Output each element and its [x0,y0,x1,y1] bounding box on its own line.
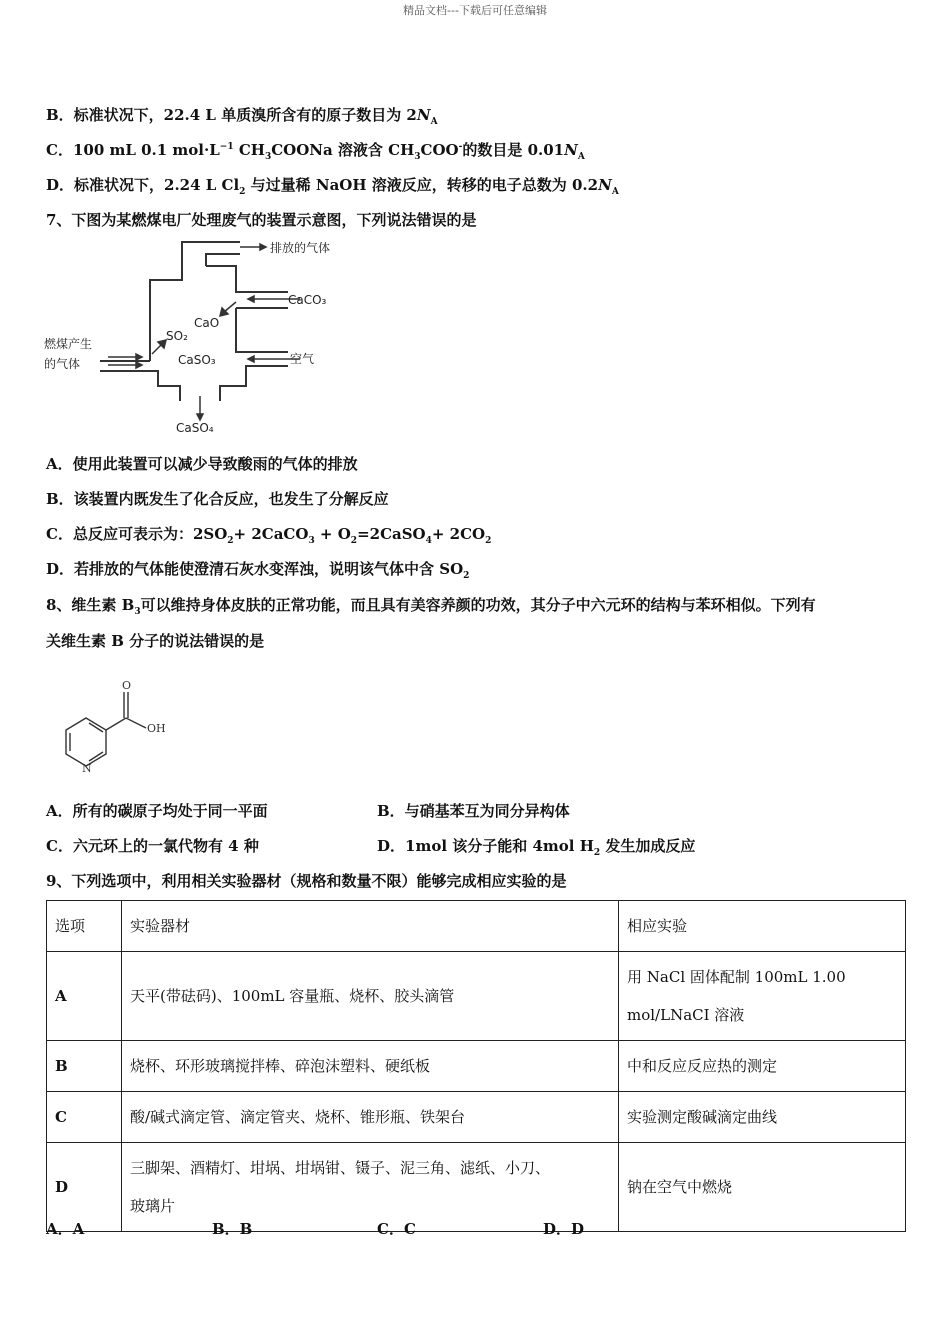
q6-option-d: D．标准状况下，2.24 L $Cl_2$ 与过量稀 NaOH 溶液反应，转移的电子总数为 $0.2N_A$ [46,176,619,197]
table-header-row [47,901,906,952]
q9-answer-a: A．A [46,1220,85,1238]
header-tools: 实验器材 [122,901,619,952]
header-option: 选项 [47,901,122,952]
label-exhaust: 排放的气体 [270,241,331,255]
page-header: 精品文档---下载后可任意编辑 [403,4,547,17]
q8-option-c: C．六元环上的一氯代物有 4 种 [46,837,259,855]
label-so2: SO₂ [166,329,188,343]
q7-option-c: C．总反应可表示为：$2SO_2+$ 2CaCO$_3$ + $O_2=2CaSO_4+ 2CO_2$ [46,525,492,546]
experiment-table [46,900,906,1232]
label-coal-gas-1: 燃煤产生 [44,337,93,351]
label-caco3: CaCO₃ [288,293,327,307]
q7-option-d: D．若排放的气体能使澄清石灰水变浑浊，说明该气体中含 $SO_2$ [46,560,470,581]
label-cao: CaO [194,316,220,330]
label-air: 空气 [290,352,315,366]
label-coal-gas-2: 的气体 [44,357,81,371]
row-experiment: 中和反应反应热的测定 [619,1041,906,1092]
row-experiment: 用 NaCl 固体配制 100mL 1.00 mol/LNaCI 溶液 [619,952,906,1041]
q9-answer-b: B．B [212,1220,253,1238]
q8-option-d: D．1mol 该分子能和 4mol $H_2$ 发生加成反应 [377,837,696,858]
q7-option-b: B．该装置内既发生了化合反应，也发生了分解反应 [46,490,389,508]
row-experiment: 实验测定酸碱滴定曲线 [619,1092,906,1143]
q6-option-b: B．标准状况下，22.4 L 单质溴所含有的原子数目为 $2N_A$ [46,106,438,127]
mol-nitrogen: N [82,762,92,775]
q8-option-b: B．与硝基苯互为同分异构体 [377,802,570,820]
row-option: B [47,1041,122,1092]
mol-hydroxyl: OH [147,722,166,735]
row-tools: 烧杯、环形玻璃搅拌棒、碎泡沫塑料、硬纸板 [122,1041,619,1092]
q9-answer-c: C．C [377,1220,416,1238]
label-caso3: CaSO₃ [178,353,216,367]
row-option: C [47,1092,122,1143]
q8-stem-line2: 关维生素 B 分子的说法错误的是 [46,632,265,650]
row-option: A [47,952,122,1041]
label-caso4: CaSO₄ [176,421,214,435]
q6-option-c: C．100 mL 0.1 $mol\cdot L^{-1}$ $CH_3COONa$ 溶液含 $CH_3COO^-$的数目是 $0.01N_A$ [46,141,585,162]
q9-stem: 9、下列选项中，利用相关实验器材（规格和数量不限）能够完成相应实验的是 [46,872,567,890]
q9-answer-d: D．D [543,1220,585,1238]
table-row [47,952,906,1041]
row-option: D [47,1143,122,1232]
table-row [47,1041,906,1092]
table-row [47,1092,906,1143]
q7-option-a: A．使用此装置可以减少导致酸雨的气体的排放 [46,455,358,473]
row-tools: 天平(带砝码)、100mL 容量瓶、烧杯、胶头滴管 [122,952,619,1041]
flue-gas-device-diagram [40,236,340,436]
nicotinic-acid-structure [56,676,176,776]
row-experiment: 钠在空气中燃烧 [619,1143,906,1232]
row-tools: 酸/碱式滴定管、滴定管夹、烧杯、锥形瓶、铁架台 [122,1092,619,1143]
table-row [47,1143,906,1232]
q8-option-a: A．所有的碳原子均处于同一平面 [46,802,268,820]
mol-oxygen: O [122,679,132,692]
row-tools: 三脚架、酒精灯、坩埚、坩埚钳、镊子、泥三角、滤纸、小刀、 玻璃片 [122,1143,619,1232]
q8-stem-line1: 8、维生素 $B_3$可以维持身体皮肤的正常功能，而且具有美容养颜的功效，其分子中六元环的结构与苯环相似。下列有 [46,596,816,617]
q7-stem: 7、下图为某燃煤电厂处理废气的装置示意图，下列说法错误的是 [46,211,477,229]
header-experiment: 相应实验 [619,901,906,952]
